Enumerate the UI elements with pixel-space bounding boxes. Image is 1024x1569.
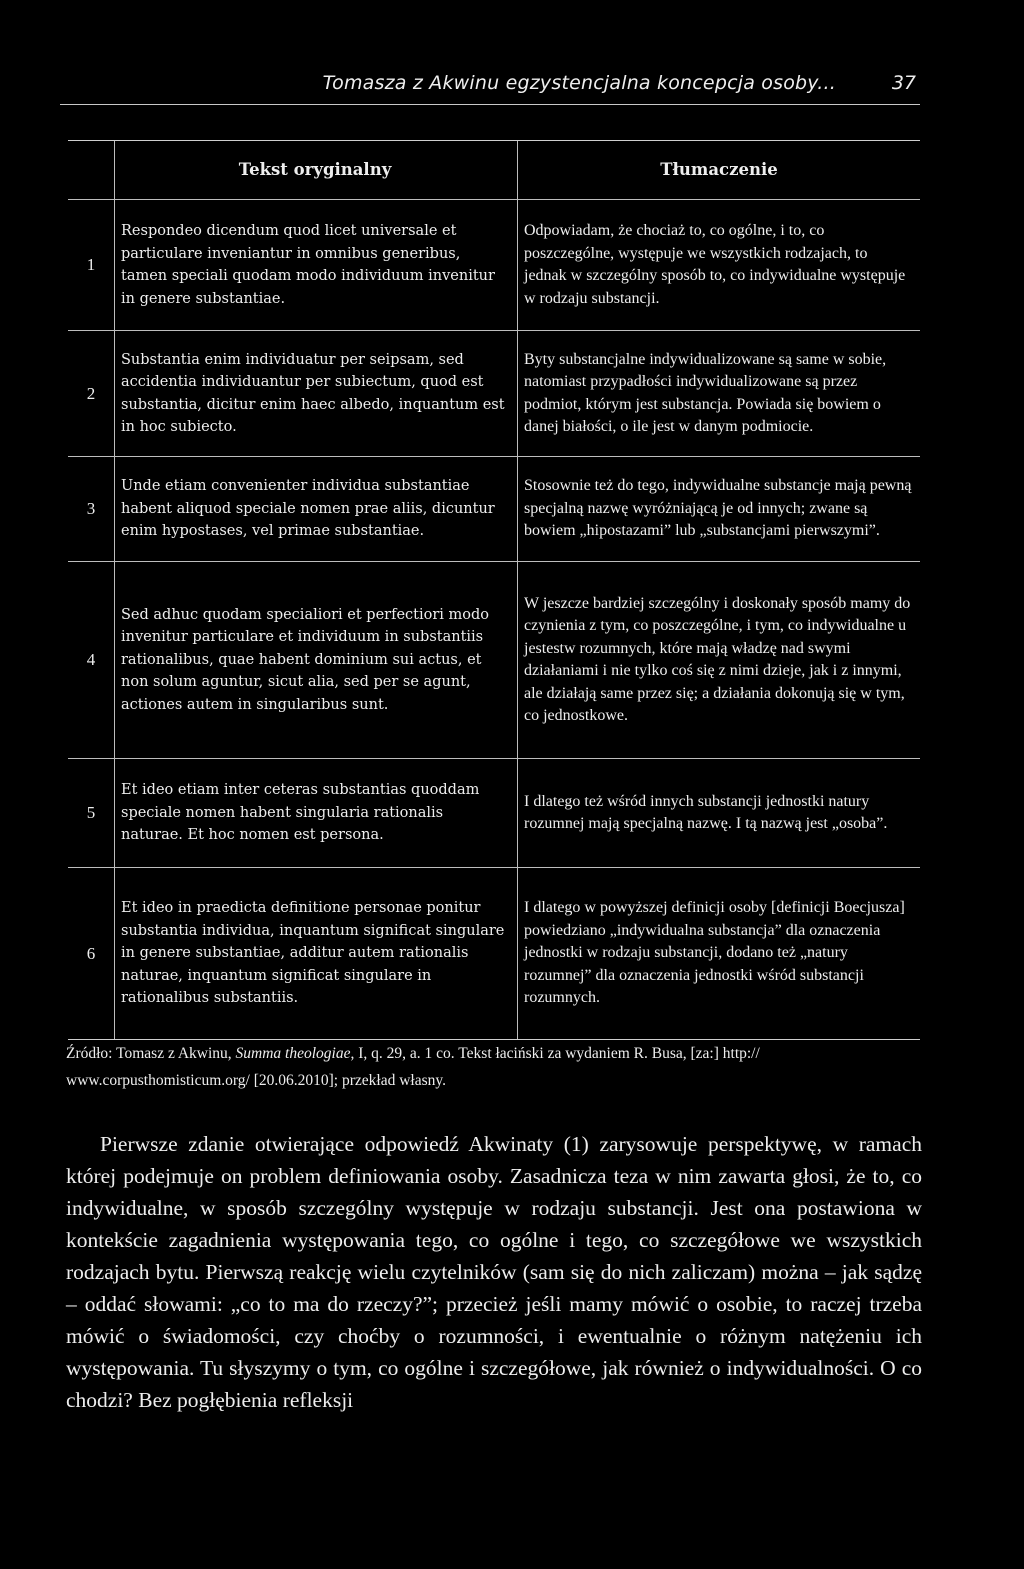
polish-text-cell [517, 331, 920, 456]
table-row [68, 199, 920, 330]
row-number: 1 [86, 255, 96, 274]
comparison-table [68, 140, 920, 1040]
table-header-row [68, 141, 920, 199]
polish-text-cell [517, 457, 920, 561]
table-row [68, 330, 920, 456]
table-header-original: Tekst oryginalny [114, 141, 517, 199]
running-header [60, 68, 920, 105]
polish-text-cell [517, 759, 920, 867]
table-row [68, 867, 920, 1039]
table-row [68, 456, 920, 561]
source-prefix: Źródło: Tomasz z Akwinu, [66, 1045, 236, 1062]
latin-text-cell [114, 868, 517, 1039]
latin-text: Unde etiam convenienter individua substantiae habent aliquod speciale nomen prae aliis, dicuntur enim hypostases, vel primae substantiae. [121, 478, 495, 540]
page-number: 37 [891, 72, 916, 94]
polish-text: I dlatego też wśród innych substancji jednostki natury rozumnej mają specjalną nazwę. I tą nazwą jest „osoba”. [524, 792, 888, 832]
table-source-note [66, 1040, 928, 1094]
row-number: 6 [86, 943, 96, 963]
latin-text-cell [114, 759, 517, 867]
polish-text-cell [517, 200, 920, 330]
polish-text-cell [517, 868, 920, 1039]
body-paragraph: Pierwsze zdanie otwierające odpowiedź Akwinaty (1) zarysowuje perspektywę, w ramach której podejmuje on problem definiowania osoby. Zasadnicza teza w nim zawarta głosi, że to, co indywidualne, w sposób szczególny występuje w rodzaju substancji. Jest ona postawiona w kontekście zagadnienia występowania tego, co ogólne i tego, co szczegółowe we wszystkich rodzajach bytu. Pierwszą reakcję wielu czytelników (sam się do nich zaliczam) można – jak sądzę – oddać słowami: „co to ma do rzeczy?”; przecież jeśli mamy mówić o osobie, to raczej trzeba mówić o świadomości, czy choćby o rozumności, i ewentualnie o różnym natężeniu ich występowania. Tu słyszymy o tym, co ogólne i szczegółowe, jak również o indywidualności. O co chodzi? Bez pogłębienia refleksji [66, 1132, 922, 1412]
table-row [68, 561, 920, 758]
running-title: Tomasza z Akwinu egzystencjalna koncepcja osoby... [322, 72, 836, 94]
source-title: Summa theologiae [235, 1045, 351, 1062]
polish-text: Stosownie też do tego, indywidualne substancje mają pewną specjalną nazwę wyróżniającą je od innych; zwane są bowiem „hipostazami” lub „substancjami pierwszymi”. [524, 477, 912, 540]
table-header-translation: Tłumaczenie [517, 141, 920, 199]
polish-text: Byty substancjalne indywidualizowane są same w sobie, natomiast przypadłości indywidualizowane są przez podmiot, którym jest substancja. Powiada się bowiem o danej białości, o ile jest w danym podmiocie. [524, 350, 887, 435]
row-number: 5 [86, 803, 96, 822]
row-number: 3 [86, 499, 96, 518]
polish-text-cell [517, 562, 920, 758]
row-number: 4 [86, 650, 96, 669]
polish-text: Odpowiadam, że chociaż to, co ogólne, i to, co poszczególne, występuje we wszystkich rodzajach, to jednak w szczególny sposób to, co indywidualne występuje w rodzaju substancji. [524, 222, 906, 307]
polish-text: I dlatego w powyższej definicji osoby [definicji Boecjusza] powiedziano „indywidualna substancja” dla oznaczenia jednostki w rodzaju substancji, dodano też „natury rozumnej” dla oznaczenia jednostki wśród substancji rozumnych. [524, 899, 905, 1007]
table-header-num [68, 141, 114, 199]
latin-text: Sed adhuc quodam specialiori et perfectiori modo invenitur particulare et individuum in substantiis rationalibus, quae habent dominium sui actus, et non solum aguntur, sicut alia, sed per se agunt, actiones autem in singularibus sunt. [121, 606, 490, 713]
latin-text-cell [114, 200, 517, 330]
source-suffix: , I, q. 29, a. 1 co. Tekst łaciński za wydaniem R. Busa, [za:] http:// www.corpusthomisticum.org/ [20.06.2010]; przekład własny. [66, 1045, 760, 1089]
latin-text: Respondeo dicendum quod licet universale et particulare inveniantur in omnibus generibus, tamen speciali quodam modo individuum invenitur in genere substantiae. [121, 223, 495, 307]
latin-text: Substantia enim individuatur per seipsam, sed accidentia individuantur per subiectum, quod est substantia, dicitur enim haec albedo, inquantum est in hoc subiecto. [121, 351, 505, 435]
row-number: 2 [86, 383, 96, 403]
latin-text-cell [114, 457, 517, 561]
polish-text: W jeszcze bardziej szczególny i doskonały sposób mamy do czynienia z tym, co poszczególne, i tym, co indywidualne u jestestw rozumnych, które mają władzę nad swymi działaniami i nie tylko coś się z nimi dzieje, jak i z innymi, ale działają same przez się; a działania dokonują się w tym, co jednostkowe. [524, 594, 911, 724]
latin-text-cell [114, 562, 517, 758]
latin-text: Et ideo etiam inter ceteras substantias quoddam speciale nomen habent singularia rationalis naturae. Et hoc nomen est persona. [121, 782, 480, 844]
latin-text: Et ideo in praedicta definitione personae ponitur substantia individua, inquantum significat singulare in genere substantiae, additur autem rationalis naturae, inquantum significat singulare in rationalibus substantiis. [121, 900, 505, 1007]
table-row [68, 758, 920, 867]
latin-text-cell [114, 331, 517, 456]
